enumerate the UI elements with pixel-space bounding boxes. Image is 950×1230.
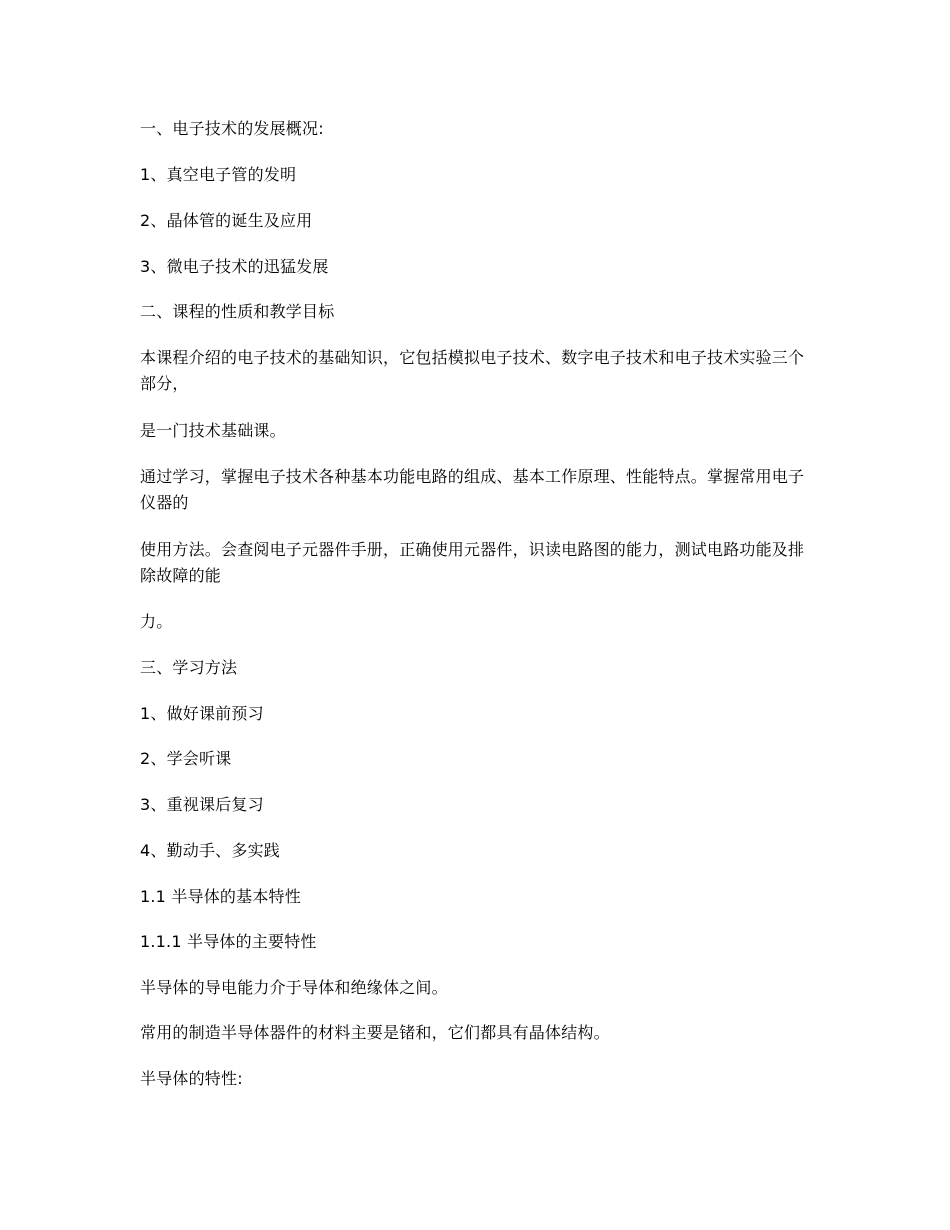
paragraph-basic-course: 是一门技术基础课。 [140,421,286,440]
paragraph-properties-label: 半导体的特性: [140,1069,243,1088]
list-item-microelectronics: 3、微电子技术的迅猛发展 [140,257,329,276]
paragraph-materials: 常用的制造半导体器件的材料主要是锗和，它们都具有晶体结构。 [140,1023,610,1042]
list-item-preview: 1、做好课前预习 [140,704,264,723]
list-item-listening: 2、学会听课 [140,749,232,768]
paragraph-skills: 使用方法。会查阅电子元器件手册，正确使用元器件，识读电路图的能力，测试电路功能及排除故障的能 [140,540,805,585]
list-item-vacuum-tube: 1、真空电子管的发明 [140,165,297,184]
paragraph-learning-goals: 通过学习，掌握电子技术各种基本功能电路的组成、基本工作原理、性能特点。掌握常用电子仪器的 [140,467,805,512]
heading-development-overview: 一、电子技术的发展概况: [140,119,324,138]
paragraph-ability: 力。 [140,612,173,631]
section-heading-1-1: 1.1 半导体的基本特性 [140,887,301,906]
heading-course-nature: 二、课程的性质和教学目标 [140,302,335,321]
list-item-review: 3、重视课后复习 [140,795,264,814]
list-item-transistor: 2、晶体管的诞生及应用 [140,211,313,230]
paragraph-conductivity: 半导体的导电能力介于导体和绝缘体之间。 [140,978,448,997]
heading-study-methods: 三、学习方法 [140,658,238,677]
section-heading-1-1-1: 1.1.1 半导体的主要特性 [140,932,317,951]
paragraph-course-intro: 本课程介绍的电子技术的基础知识，它包括模拟电子技术、数字电子技术和电子技术实验三个部分， [140,348,805,393]
list-item-practice: 4、勤动手、多实践 [140,841,280,860]
